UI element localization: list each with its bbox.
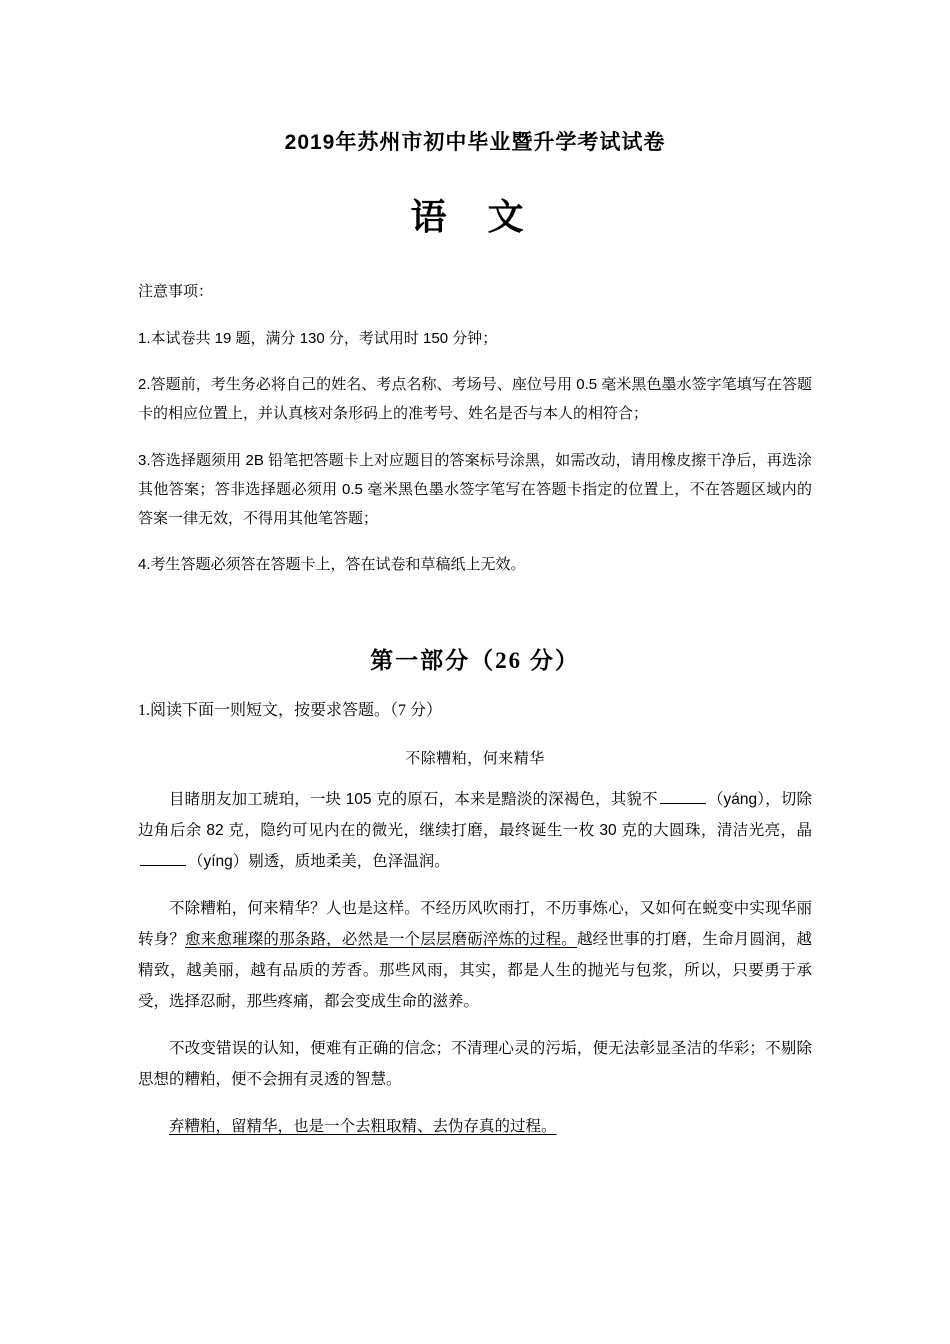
notice-heading: 注意事项：	[138, 283, 214, 301]
part-title: 第一部分（26 分）	[370, 647, 580, 673]
question-1: 1.阅读下面一则短文，按要求答题。（7 分）	[138, 701, 443, 719]
page-title: 2019年苏州市初中毕业暨升学考试试卷	[284, 131, 666, 154]
fill-in-blank	[660, 788, 706, 805]
passage-title: 不除糟粕，何来精华	[405, 750, 545, 768]
notice-item-3: 3.答选择题须用 2B 铅笔把答题卡上对应题目的答案标号涂黑，如需改动，请用橡皮擦干净后，再选涂其他答案；答非选择题必须用 0.5 毫米黑色墨水签字笔写在答题卡指定的位置上，不在答题区域内的答案一律无效，不得用其他笔答题；	[138, 451, 812, 528]
fill-in-blank	[140, 850, 186, 867]
passage-paragraph-2: 不除糟粕，何来精华？人也是这样。不经历风吹雨打，不历事炼心，又如何在蜕变中实现华丽转身？愈来愈璀璨的那条路，必然是一个层层磨砺淬炼的过程。越经世事的打磨，生命月圆润，越精致，越美丽，越有品质的芳香。那些风雨，其实，都是人生的抛光与包浆，所以，只要勇于承受，选择忍耐，那些疼痛，都会变成生命的滋养。	[138, 900, 812, 1011]
notice-item-2: 2.答题前，考生务必将自己的姓名、考点名称、考场号、座位号用 0.5 毫米黑色墨水签字笔填写在答题卡的相应位置上，并认真核对条形码上的准考号、姓名是否与本人的相符合；	[138, 376, 812, 423]
underlined-text: 愈来愈璀璨的那条路，必然是一个层层磨砺淬炼的过程。	[185, 931, 577, 949]
passage-paragraph-1: 目睹朋友加工琥珀，一块 105 克的原石，本来是黯淡的深褐色，其貌不 （yáng），切除边角后余 82 克，隐约可见内在的微光，继续打磨，最终诞生一枚 30 克的大圆珠，清洁光亮，晶（yíng）剔透，质地柔美，色泽温润。	[138, 784, 812, 877]
notice-item-1: 1.本试卷共 19 题，满分 130 分，考试用时 150 分钟；	[138, 329, 498, 347]
subject-title: 语 文	[410, 197, 540, 238]
underlined-text: 弃糟粕，留精华，也是一个去粗取精、去伪存真的过程。	[169, 1118, 557, 1136]
passage-paragraph-3: 不改变错误的认知，便难有正确的信念；不清理心灵的污垢，便无法彰显圣洁的华彩；不剔除思想的糟粕，便不会拥有灵透的智慧。	[138, 1040, 812, 1089]
passage-paragraph-4	[138, 1111, 812, 1142]
notice-item-4: 4.考生答题必须答在答题卡上，答在试卷和草稿纸上无效。	[138, 556, 526, 574]
